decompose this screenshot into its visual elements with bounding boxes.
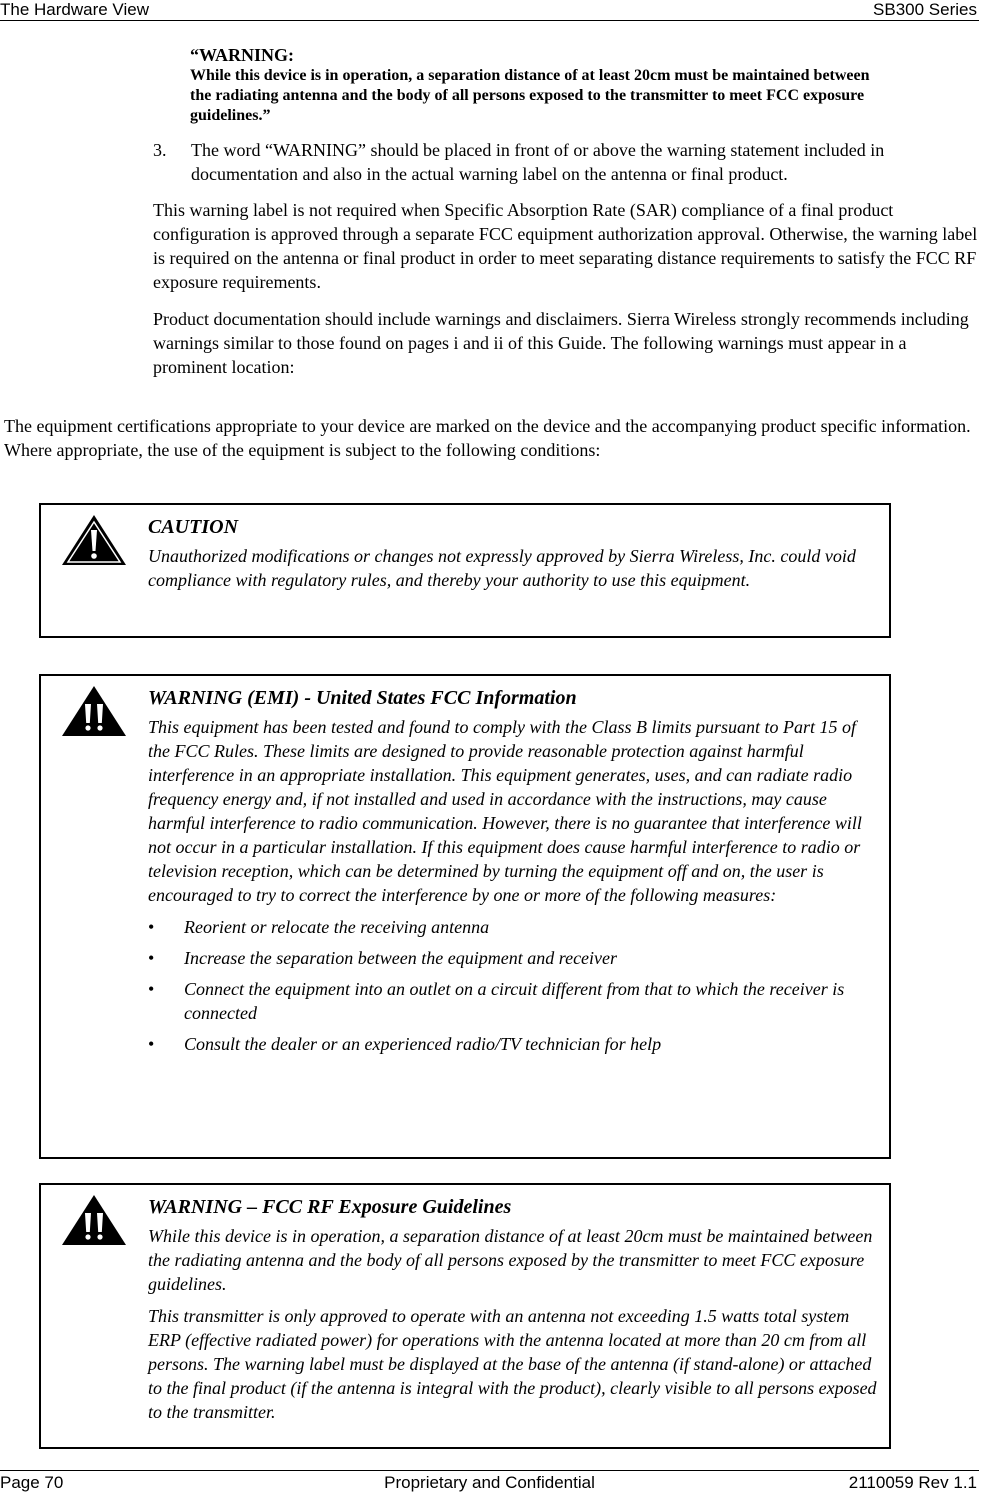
step-number: 3.: [153, 140, 167, 160]
warning-double-exclamation-icon: [58, 1193, 130, 1247]
caution-content: [148, 514, 882, 600]
rf-exposure-warning-box: [39, 1183, 891, 1449]
list-item: [148, 1032, 882, 1056]
rf-warning-body-1: While this device is in operation, a separation distance of at least 20cm must be maintained between the radiating antenna and the body of all persons exposed by the transmitter to meet FCC exposure guidelines.: [148, 1226, 873, 1294]
footer-confidentiality: Proprietary and Confidential: [384, 1473, 595, 1492]
rf-warning-title: WARNING – FCC RF Exposure Guidelines: [148, 1196, 512, 1218]
emi-measures-list: [148, 915, 882, 1056]
numbered-step: [153, 138, 979, 186]
list-item-text: Connect the equipment into an outlet on a circuit different from that to which the receiver is connected: [184, 979, 845, 1023]
list-item: [148, 915, 882, 939]
rf-warning-content: [148, 1194, 882, 1432]
emi-warning-box: [39, 674, 891, 1159]
documentation-paragraph: Product documentation should include warnings and disclaimers. Sierra Wireless strongly recommends including warnings similar to those found on pages i and ii of this Guide. The following warnings must appear in a prominent location:: [153, 309, 969, 377]
quoted-warning-statement: [190, 44, 890, 126]
warning-double-exclamation-icon: [58, 684, 130, 738]
quoted-warning-title: “WARNING:: [190, 45, 295, 65]
header-section-title: The Hardware View: [0, 0, 149, 19]
footer-page-number: Page 70: [0, 1473, 64, 1492]
caution-body: Unauthorized modifications or changes not expressly approved by Sierra Wireless, Inc. could void compliance with regulatory rules, and thereby your authority to use this equipment.: [148, 546, 856, 590]
rf-warning-body-2: This transmitter is only approved to operate with an antenna not exceeding 1.5 watts total system ERP (effective radiated power) for operations with the antenna located at more than 20 cm from all persons. The warning label must be displayed at the base of the antenna (if stand-alone) or attached to the final product (if the antenna is integral with the product), clearly visible to all persons exposed to the transmitter.: [148, 1306, 877, 1422]
step-text: The word “WARNING” should be placed in front of or above the warning statement included in documentation and also in the actual warning label on the antenna or final product.: [191, 140, 885, 184]
emi-warning-content: [148, 685, 882, 1063]
list-item: [148, 977, 882, 1025]
bullet: •: [148, 948, 155, 968]
bullet: •: [148, 917, 155, 937]
page-header: [0, 0, 979, 21]
bullet: •: [148, 1034, 155, 1054]
sar-paragraph: This warning label is not required when Specific Absorption Rate (SAR) compliance of a final product configuration is approved through a separate FCC equipment authorization approval. Otherwise, the warning label is required on the antenna or final product in order to meet separating distance requirements to satisfy the FCC RF exposure requirements.: [153, 200, 978, 292]
footer-document-id: 2110059 Rev 1.1: [848, 1473, 977, 1492]
list-item-text: Reorient or relocate the receiving antenna: [184, 917, 490, 937]
quoted-warning-body: While this device is in operation, a separation distance of at least 20cm must be maintained between the radiating antenna and the body of all persons exposed to the transmitter to meet FCC exposure guidelines.”: [190, 67, 870, 124]
header-product-series: SB300 Series: [873, 0, 977, 19]
caution-box: [39, 503, 891, 638]
page-footer: [0, 1470, 979, 1495]
caution-title: CAUTION: [148, 516, 239, 538]
list-item-text: Increase the separation between the equipment and receiver: [184, 948, 618, 968]
list-item-text: Consult the dealer or an experienced radio/TV technician for help: [184, 1034, 662, 1054]
emi-warning-title: WARNING (EMI) - United States FCC Information: [148, 687, 577, 709]
bullet: •: [148, 979, 155, 999]
list-item: [148, 946, 882, 970]
emi-warning-body: This equipment has been tested and found to comply with the Class B limits pursuant to Part 15 of the FCC Rules. These limits are designed to provide reasonable protection against harmful interference in an appropriate installation. This equipment generates, uses, and can radiate radio frequency energy and, if not installed and used in accordance with the instructions, may cause harmful interference to radio communication. However, there is no guarantee that interference will not occur in a particular installation. If this equipment does cause harmful interference to radio or television reception, which can be determined by turning the equipment off and on, the user is encouraged to try to correct the interference by one or more of the following measures:: [148, 717, 862, 905]
certifications-paragraph: The equipment certifications appropriate to your device are marked on the device and the accompanying product specific information. Where appropriate, the use of the equipment is subject to the following conditions:: [4, 416, 971, 460]
caution-triangle-icon: [58, 513, 130, 567]
